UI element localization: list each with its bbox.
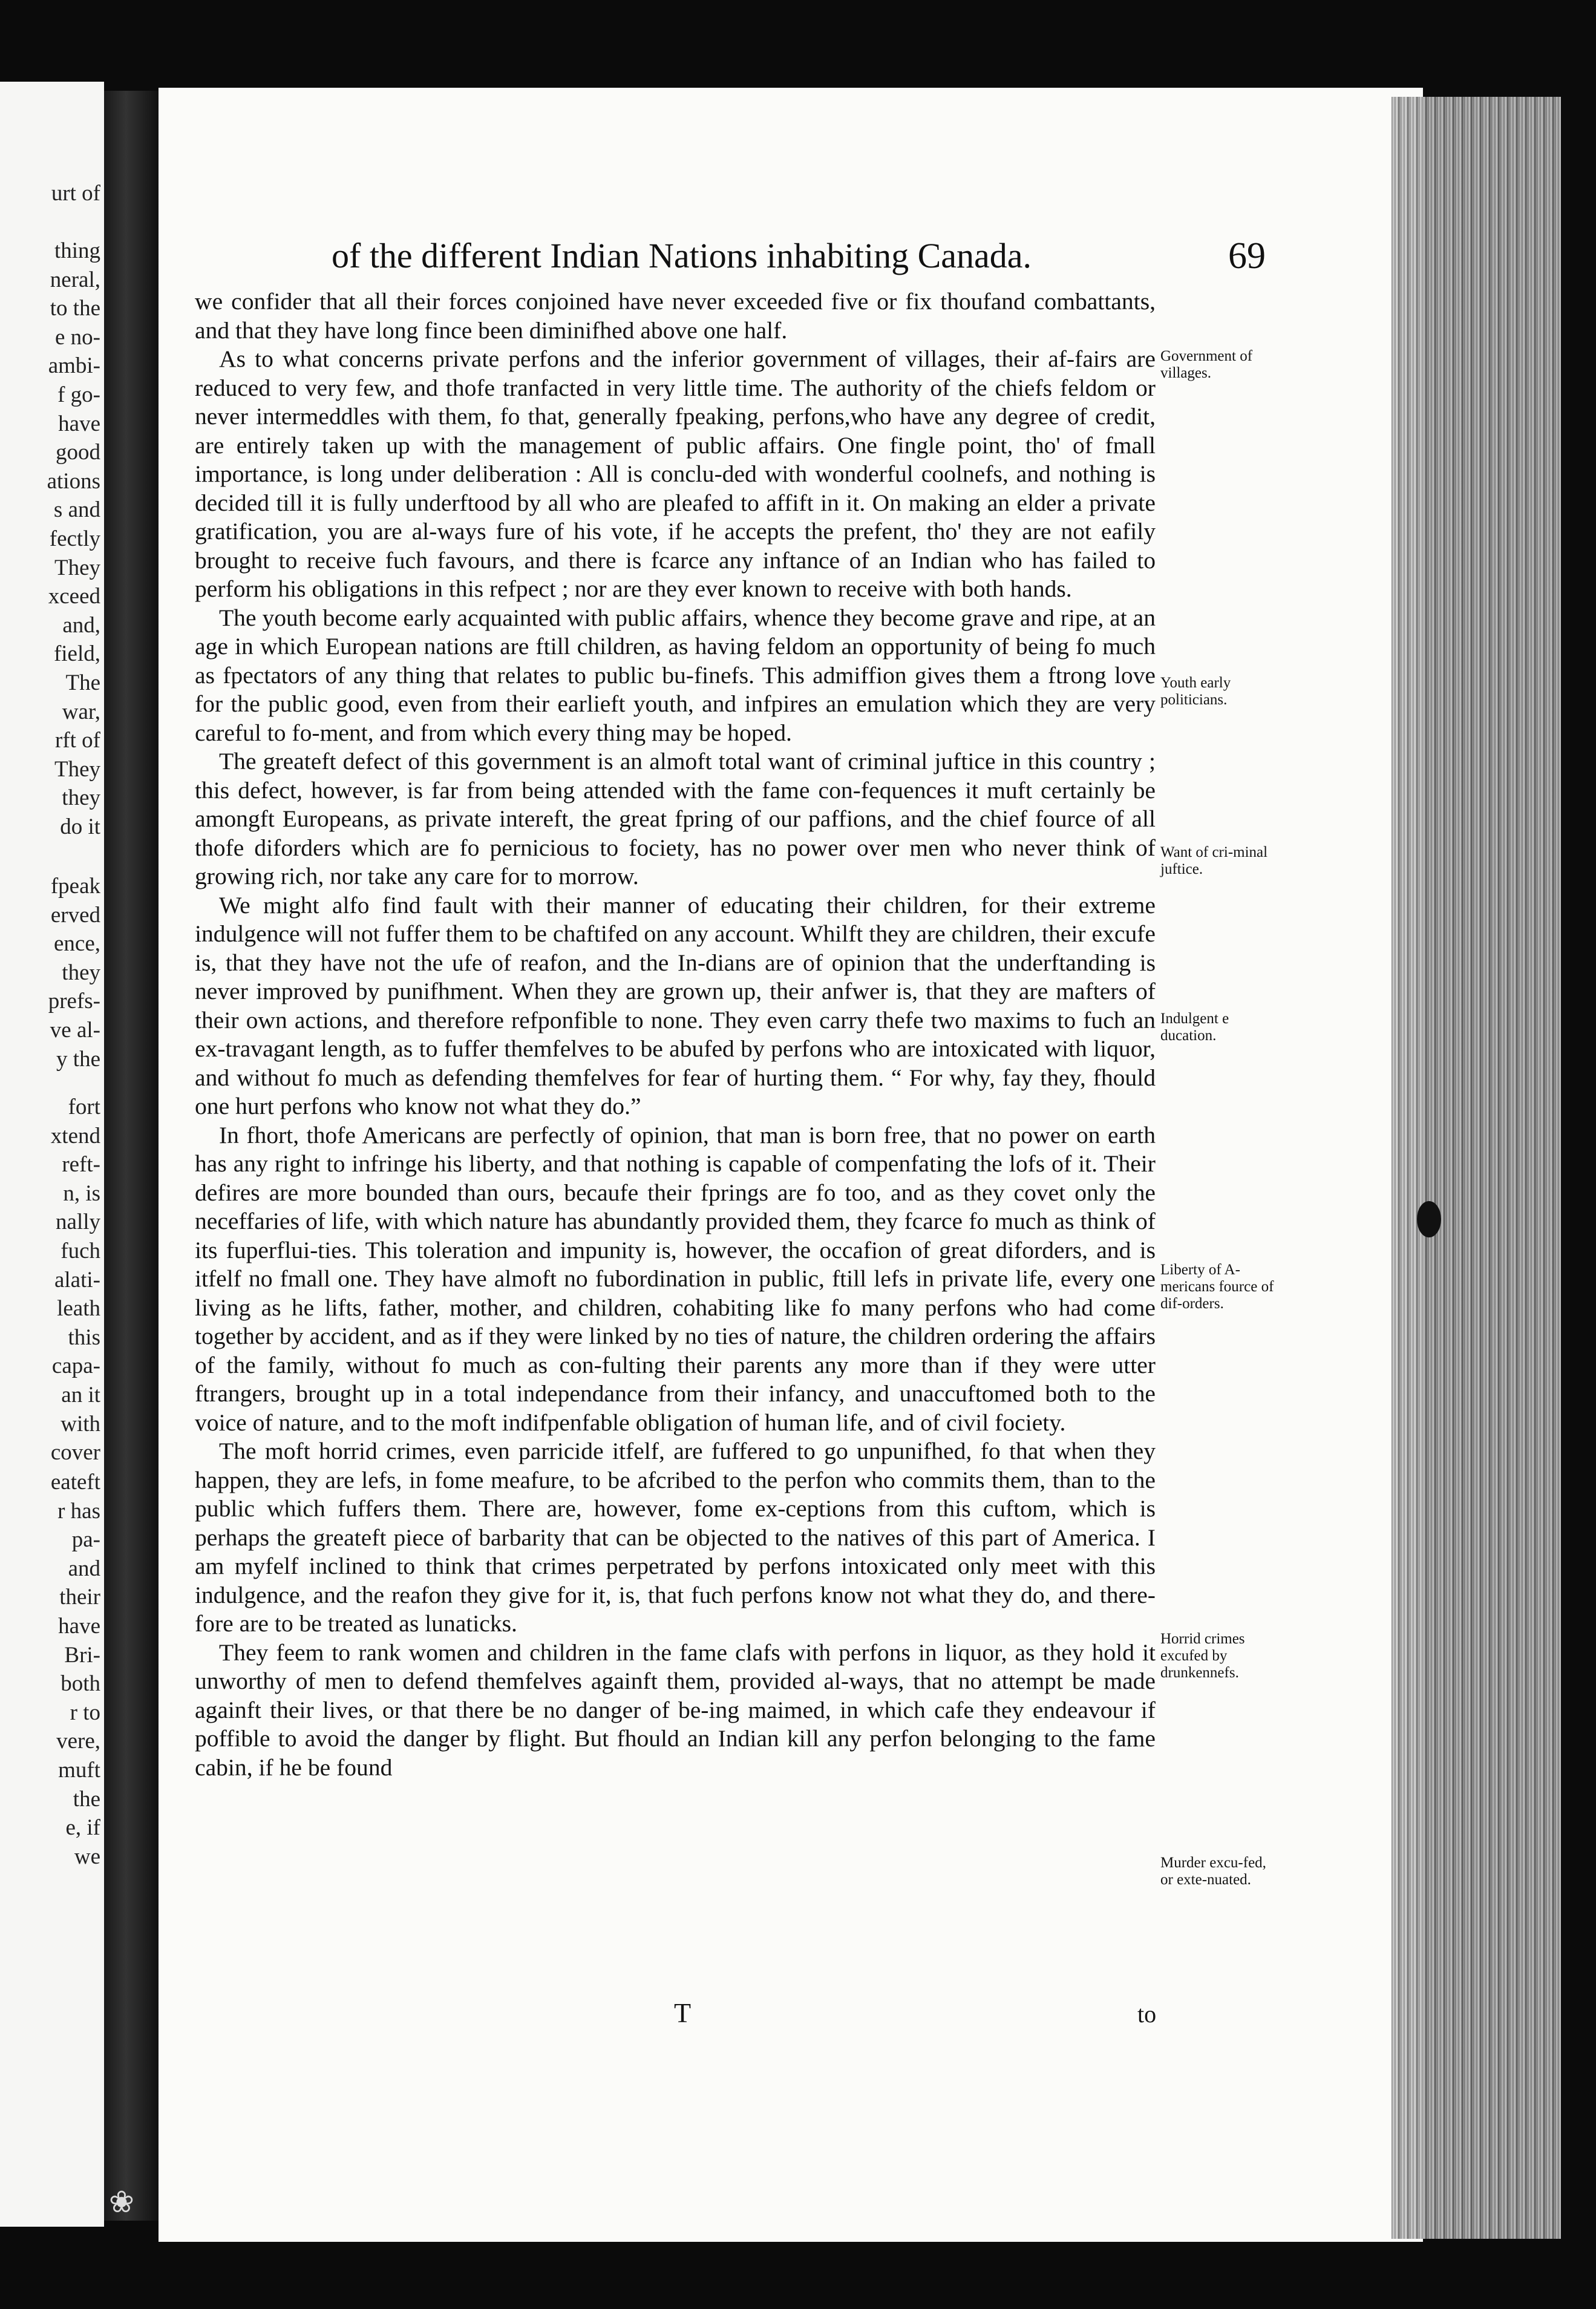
margin-note: Youth early politicians. [1160,675,1231,708]
facing-page-line: e, if [65,1815,100,1841]
facing-page-line: Bri- [64,1642,100,1668]
facing-page-line: prefs- [48,989,100,1014]
facing-page-line: leath [57,1296,100,1322]
paragraph: In fhort, thofe Americans are perfectly of opinion, that man is born free, that no power on earth has any right to infringe his liberty, and that nothing is capable of compenfating the lofs of it. Their defires are more bounded than ours, becaufe their fprings are fo too, and as they covet only the neceffaries of life, with which nature has abundantly provided them, they fcarce fo much as think of its fuperflui-ties. This toleration and impunity is, however, the occafion of great diforders, and is itfelf no fmall one. They have almoft no fubordination in public, ftill lefs in private life, every one living as he lifts, father, mother, and children, cohabiting like fo many perfons who had come together by accident, and as if they were linked by no ties of nature, the children ordering the affairs of the family, without fo much as con-fulting their parents any more than if they were utter ftrangers, brought up in a total independance from their infancy, and unaccuftomed both to the voice of nature, and to the moft indifpenfable obligation of human life, and of civil fociety. [195,1121,1156,1436]
facing-page-line: an it [61,1383,100,1407]
facing-page-line: ence, [53,931,100,957]
facing-page-line: ve al- [50,1018,100,1043]
paragraph: The youth become early acquainted with public affairs, whence they become grave and ripe, at an age in which European nations are ftill children, as having feldom an opportunity of being fo much as fpectators of any thing that relates to public bu-finefs. This admiffion gives them a ftrong love for the public good, even from their earlieft youth, and infpires an emulation which they are very careful to fo-ment, and from which every thing may be hoped. [195,604,1156,746]
margin-note: Liberty of A-mericans fource of dif-orders. [1160,1262,1274,1312]
signature-mark: T [674,1997,692,2028]
facing-page-line: this [68,1325,100,1350]
facing-page-line: war, [62,699,100,724]
facing-page-line: urt of [51,181,100,206]
library-stamp-icon: ❀ [109,2185,134,2219]
margin-note: Want of cri-minal juftice. [1160,844,1268,877]
paragraph: The moft horrid crimes, even parricide itfelf, are fuffered to go unpunifhed, fo that when they happen, they are lefs, in fome meafure, to be afcribed to the perfon who commits them, than to the public which fuffers them. There are, however, fome ex-ceptions from this cuftom, which is perhaps the greateft piece of barbarity that can be objected to the natives of this part of America. I am myfelf inclined to think that crimes perpetrated by perfons intoxicated only meet with this indulgence, and the reafon they give for it, is, that fuch perfons know not what they do, and there-fore are to be treated as lunaticks. [195,1438,1156,1637]
paragraph: They feem to rank women and children in the fame clafs with perfons in liquor, as they hold it unworthy of men to defend themfelves againft them, provided al-ways, that no attempt be made againft their lives, or that there be no danger of be-ing maimed, in which cafe they endeavour if poffible to avoid the danger by flight. But fhould an Indian kill any perfon belonging to the fame cabin, if he be found [195,1639,1156,1781]
facing-page-line: and [68,1556,100,1581]
margin-note: Horrid crimes excufed by drunkennefs. [1160,1631,1245,1681]
facing-page-line: to the [50,296,100,321]
facing-page-line: capa- [51,1354,100,1379]
running-header-text: of the different Indian Nations inhabiting Canada. [332,236,1032,275]
facing-page-line: do it [60,814,100,839]
paragraph: The greateft defect of this government is an almoft total want of criminal juftice in this country ; this defect, however, is far from being attended with the fame con-fequences it muft certainly be amongft Europeans, as private intereft, the great fpring of our paffions, and the chief fource of all thofe diforders which are fo pernicious to fociety, has no power over men who never think of growing rich, nor take any care for to morrow. [195,748,1156,889]
facing-page-line: xtend [50,1123,100,1148]
facing-page-line: vere, [56,1729,100,1754]
facing-page-line: r has [57,1498,100,1524]
facing-page-line: eateft [50,1470,100,1495]
facing-page-line: both [61,1671,100,1697]
facing-page-line: reft- [62,1152,100,1177]
facing-page-line: r to [70,1700,100,1725]
book-gutter [104,91,159,2221]
facing-page-line: The [65,670,100,695]
facing-page-line: neral, [50,267,100,292]
paragraph: we confider that all their forces conjoined have never exceeded five or fix thoufand combattants, and that they have long fince been diminifhed above one half. [195,288,1156,344]
facing-page-line: and, [62,612,100,638]
binding-mark [1417,1201,1441,1237]
facing-page-line: have [58,411,100,436]
facing-page-line: fectly [49,526,100,551]
catchword: to [1137,2000,1157,2028]
facing-page-line: xceed [48,584,100,609]
facing-page-line: fort [68,1095,100,1119]
facing-page-line: y the [56,1046,100,1072]
facing-page-line: thing [54,238,100,263]
facing-page-line: rft of [55,728,100,753]
facing-page-line: s and [53,497,100,523]
margin-note: Murder excu-fed, or exte-nuated. [1160,1855,1266,1888]
facing-page-line: cover [50,1440,100,1466]
margin-note: Government of villages. [1160,348,1253,381]
margin-note: Indulgent e ducation. [1160,1010,1229,1044]
facing-page-line: erved [50,902,100,928]
facing-page-line: nally [56,1210,100,1235]
facing-page-line: fuch [61,1239,100,1263]
facing-page-line: f go- [57,382,100,407]
page-number: 69 [1228,235,1266,277]
facing-page-line: field, [53,641,100,667]
facing-page-line: good [56,440,100,465]
facing-page-line: with [61,1411,100,1436]
facing-page-line: n, is [63,1181,100,1206]
page-edges [1392,97,1561,2239]
facing-page-line: the [73,1786,100,1812]
facing-page-line: e no- [55,324,100,350]
paragraph: As to what concerns private perfons and the inferior government of villages, their af-fairs are reduced to very few, and thofe tranfacted in very little time. The authority of the chiefs feldom or never intermeddles with them, fo that, generally fpeaking, perfons,who have any degree of credit, are entirely taken up with the management of public affairs. One fingle point, tho' of fmall importance, is long under deliberation : All is conclu-ded with wonderful coolnefs, and nothing is decided till it is fully underftood by all who are pleafed to affift in it. On making an elder a private gratification, you are al-ways fure of his vote, if he accepts the prefent, tho' they are not eafily brought to receive fuch favours, and there is fcarce any inftance of an Indian who has failed to perform his obligations in this refpect ; nor are they ever known to receive with both hands. [195,346,1156,602]
facing-page-line: They [54,555,100,580]
facing-page-line: their [59,1585,100,1610]
facing-page-line: They [54,756,100,782]
facing-page-fragment [0,82,104,2227]
facing-page-line: ambi- [48,353,100,379]
facing-page-line: ations [47,468,100,494]
facing-page-line: we [74,1844,100,1869]
facing-page-line: they [62,960,100,985]
facing-page-line: pa- [71,1527,100,1553]
facing-page-line: have [58,1614,100,1639]
running-header [332,235,1032,277]
main-text [195,287,1156,1782]
facing-page-line: fpeak [50,874,100,899]
facing-page-line: muft [58,1758,100,1783]
facing-page-line: they [62,785,100,811]
paragraph: We might alfo find fault with their manner of educating their children, for their extreme indulgence will not fuffer them to be chaftifed on any account. Whilft they are children, their excufe is, that they have not the ufe of reafon, and the In-dians are of opinion that the underftanding is never improved by punifhment. When they are grown up, their anfwer is, that they are mafters of their own actions, and therefore refponfible to none. They even carry thefe two maxims to fuch an ex-travagant length, as to fuffer themfelves to be abufed by perfons who are intoxicated with liquor, and without fo much as defending themfelves for fear of hurting them. “ For why, fay they, fhould one hurt perfons who know not what they do.” [195,891,1156,1119]
facing-page-line: alati- [54,1267,100,1292]
